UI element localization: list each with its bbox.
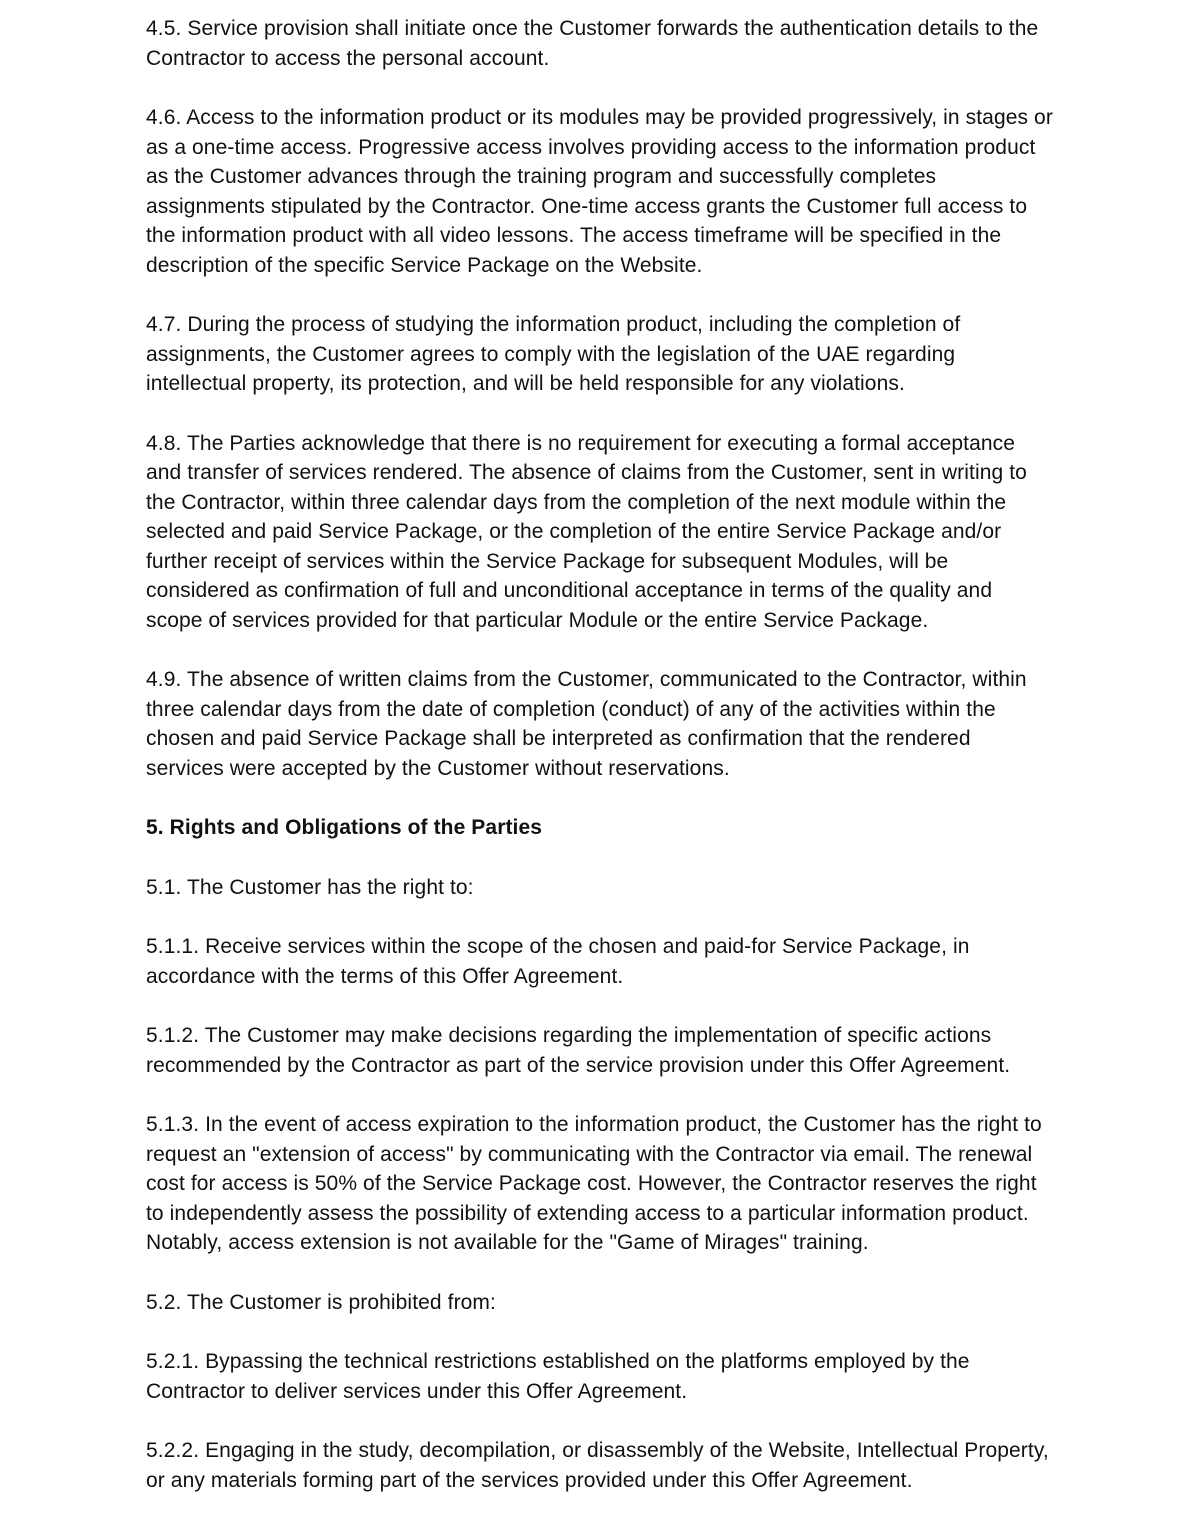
paragraph-5-1: 5.1. The Customer has the right to: <box>146 875 474 899</box>
paragraph-4-7: 4.7. During the process of studying the information product, including the completion of assignments, the Customer agrees to comply with the legislation of the UAE regarding intellectual property, its protection, and will be held responsible for any violations. <box>146 313 961 395</box>
paragraph-5-1-2: 5.1.2. The Customer may make decisions regarding the implementation of specific actions recommended by the Contractor as part of the service provision under this Offer Agreement. <box>146 1024 1011 1077</box>
section-5-heading: 5. Rights and Obligations of the Parties <box>146 816 543 839</box>
paragraph-5-1-1: 5.1.1. Receive services within the scope of the chosen and paid-for Service Package, in accordance with the terms of this Offer Agreement. <box>146 935 970 988</box>
paragraph-4-6: 4.6. Access to the information product or its modules may be provided progressively, in stages or as a one-time access. Progressive access involves providing access to the information product as the Customer advances through the training program and successfully completes assignments stipulated by the Contractor. One-time access grants the Customer full access to the information product with all video lessons. The access timeframe will be specified in the description of the specific Service Package on the Website. <box>146 106 1053 277</box>
document-body <box>146 14 1054 1495</box>
paragraph-4-9: 4.9. The absence of written claims from the Customer, communicated to the Contractor, within three calendar days from the date of completion (conduct) of any of the activities within the chosen and paid Service Package shall be interpreted as confirmation that the rendered services were accepted by the Customer without reservations. <box>146 668 1027 780</box>
paragraph-5-2-2: 5.2.2. Engaging in the study, decompilation, or disassembly of the Website, Intellectual Property, or any materials forming part of the services provided under this Offer Agreement. <box>146 1439 1049 1492</box>
paragraph-4-5: 4.5. Service provision shall initiate once the Customer forwards the authentication details to the Contractor to access the personal account. <box>146 17 1039 70</box>
paragraph-4-8: 4.8. The Parties acknowledge that there is no requirement for executing a formal acceptance and transfer of services rendered. The absence of claims from the Customer, sent in writing to the Contractor, within three calendar days from the completion of the next module within the selected and paid Service Package, or the completion of the entire Service Package and/or further receipt of services within the Service Package for subsequent Modules, will be considered as confirmation of full and unconditional acceptance in terms of the quality and scope of services provided for that particular Module or the entire Service Package. <box>146 431 1027 632</box>
paragraph-5-2-1: 5.2.1. Bypassing the technical restrictions established on the platforms employed by the Contractor to deliver services under this Offer Agreement. <box>146 1350 970 1403</box>
paragraph-5-2: 5.2. The Customer is prohibited from: <box>146 1290 496 1314</box>
paragraph-5-1-3: 5.1.3. In the event of access expiration to the information product, the Customer has the right to request an "extension of access" by communicating with the Contractor via email. The renewal cost for access is 50% of the Service Package cost. However, the Contractor reserves the right to independently assess the possibility of extending access to a particular information product. Notably, access extension is not available for the "Game of Mirages" training. <box>146 1113 1042 1254</box>
